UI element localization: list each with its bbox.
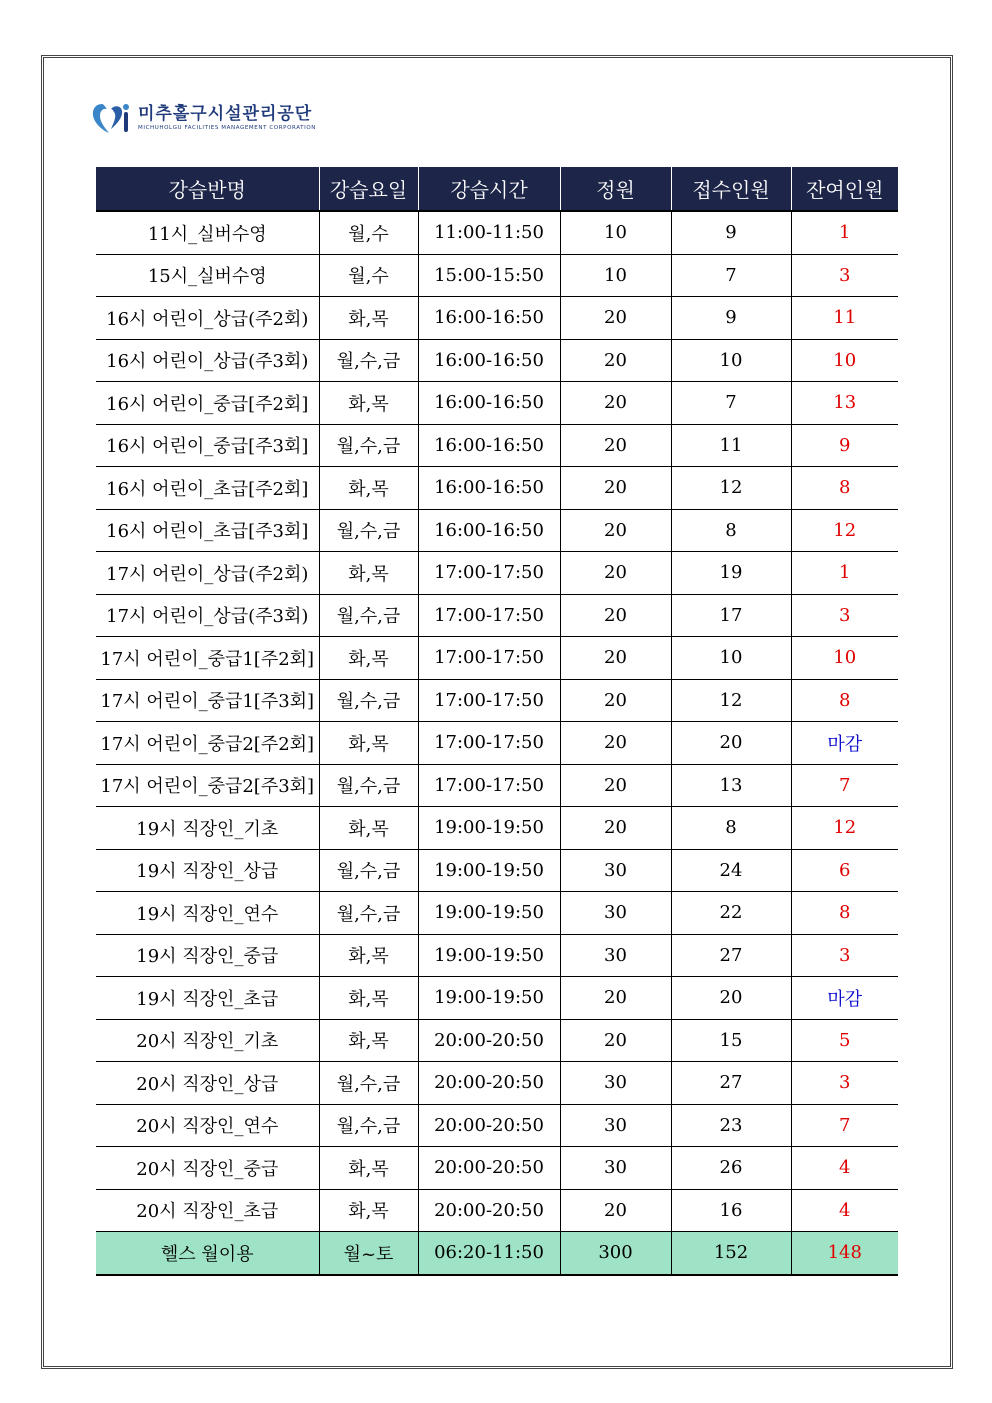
- class-days-cell: 월,수,금: [319, 509, 418, 552]
- class-name-cell: 20시 직장인_상급: [96, 1062, 319, 1105]
- table-row: [96, 807, 898, 850]
- capacity-cell: 10: [560, 254, 671, 297]
- class-time-cell: 06:20-11:50: [418, 1232, 560, 1275]
- capacity-cell: 20: [560, 637, 671, 680]
- class-time-cell: 19:00-19:50: [418, 807, 560, 850]
- table-row: [96, 1019, 898, 1062]
- class-days-cell: 화,목: [319, 1189, 418, 1232]
- table-row: [96, 254, 898, 297]
- class-name-cell: 19시 직장인_기초: [96, 807, 319, 850]
- class-time-cell: 16:00-16:50: [418, 297, 560, 340]
- class-name-cell: 16시 어린이_상급(주3회): [96, 339, 319, 382]
- registered-cell: 10: [671, 339, 791, 382]
- class-name-cell: 19시 직장인_상급: [96, 849, 319, 892]
- table-row: [96, 764, 898, 807]
- remaining-cell: 148: [791, 1232, 898, 1275]
- class-days-cell: 월,수,금: [319, 892, 418, 935]
- class-time-cell: 16:00-16:50: [418, 509, 560, 552]
- registered-cell: 19: [671, 552, 791, 595]
- registered-cell: 24: [671, 849, 791, 892]
- remaining-cell: 1: [791, 552, 898, 595]
- table-row: [96, 509, 898, 552]
- capacity-cell: 20: [560, 382, 671, 425]
- class-time-cell: 20:00-20:50: [418, 1147, 560, 1190]
- table-header-row: [96, 167, 898, 211]
- class-name-cell: 20시 직장인_기초: [96, 1019, 319, 1062]
- class-time-cell: 17:00-17:50: [418, 764, 560, 807]
- registered-cell: 13: [671, 764, 791, 807]
- remaining-cell: 6: [791, 849, 898, 892]
- class-time-cell: 19:00-19:50: [418, 849, 560, 892]
- capacity-cell: 20: [560, 977, 671, 1020]
- table-row: [96, 297, 898, 340]
- class-days-cell: 화,목: [319, 1147, 418, 1190]
- class-days-cell: 월,수,금: [319, 594, 418, 637]
- capacity-cell: 30: [560, 1062, 671, 1105]
- class-name-cell: 20시 직장인_초급: [96, 1189, 319, 1232]
- table-row: [96, 594, 898, 637]
- remaining-cell: 3: [791, 934, 898, 977]
- class-days-cell: 월,수,금: [319, 424, 418, 467]
- remaining-cell: 3: [791, 594, 898, 637]
- registered-cell: 10: [671, 637, 791, 680]
- capacity-cell: 30: [560, 849, 671, 892]
- class-name-cell: 16시 어린이_중급[주3회]: [96, 424, 319, 467]
- class-name-cell: 20시 직장인_중급: [96, 1147, 319, 1190]
- table-row: [96, 211, 898, 254]
- remaining-cell: 8: [791, 679, 898, 722]
- header-class-days: 강습요일: [319, 167, 418, 211]
- registered-cell: 22: [671, 892, 791, 935]
- class-time-cell: 11:00-11:50: [418, 211, 560, 254]
- class-time-cell: 20:00-20:50: [418, 1189, 560, 1232]
- class-days-cell: 화,목: [319, 722, 418, 765]
- class-days-cell: 월,수,금: [319, 339, 418, 382]
- class-time-cell: 19:00-19:50: [418, 892, 560, 935]
- registered-cell: 26: [671, 1147, 791, 1190]
- class-time-cell: 17:00-17:50: [418, 679, 560, 722]
- remaining-cell: 마감: [791, 977, 898, 1020]
- table-total-row: [96, 1232, 898, 1275]
- table-row: [96, 1189, 898, 1232]
- class-days-cell: 화,목: [319, 977, 418, 1020]
- capacity-cell: 20: [560, 1019, 671, 1062]
- table-row: [96, 1104, 898, 1147]
- capacity-cell: 20: [560, 339, 671, 382]
- table-row: [96, 552, 898, 595]
- capacity-cell: 20: [560, 722, 671, 765]
- capacity-cell: 20: [560, 424, 671, 467]
- organization-name-english: MICHUHOLGU FACILITIES MANAGEMENT CORPORATION: [138, 124, 316, 131]
- table-row: [96, 679, 898, 722]
- class-name-cell: 11시_실버수영: [96, 211, 319, 254]
- class-name-cell: 16시 어린이_초급[주3회]: [96, 509, 319, 552]
- registered-cell: 23: [671, 1104, 791, 1147]
- registered-cell: 27: [671, 934, 791, 977]
- class-name-cell: 17시 어린이_중급1[주3회]: [96, 679, 319, 722]
- class-schedule-table: [96, 167, 898, 1276]
- header-class-time: 강습시간: [418, 167, 560, 211]
- class-name-cell: 17시 어린이_중급2[주3회]: [96, 764, 319, 807]
- class-days-cell: 월,수,금: [319, 849, 418, 892]
- corporation-emblem-icon: [90, 100, 132, 136]
- capacity-cell: 20: [560, 764, 671, 807]
- registered-cell: 9: [671, 297, 791, 340]
- header-capacity: 정원: [560, 167, 671, 211]
- capacity-cell: 20: [560, 679, 671, 722]
- organization-name-korean: 미추홀구시설관리공단: [138, 103, 313, 124]
- class-time-cell: 17:00-17:50: [418, 637, 560, 680]
- remaining-cell: 8: [791, 467, 898, 510]
- class-days-cell: 월,수,금: [319, 1062, 418, 1105]
- class-time-cell: 20:00-20:50: [418, 1062, 560, 1105]
- table-row: [96, 1062, 898, 1105]
- class-time-cell: 20:00-20:50: [418, 1104, 560, 1147]
- remaining-cell: 5: [791, 1019, 898, 1062]
- class-time-cell: 17:00-17:50: [418, 594, 560, 637]
- remaining-cell: 4: [791, 1189, 898, 1232]
- registered-cell: 7: [671, 254, 791, 297]
- capacity-cell: 20: [560, 594, 671, 637]
- registered-cell: 8: [671, 807, 791, 850]
- class-days-cell: 월,수,금: [319, 1104, 418, 1147]
- class-name-cell: 16시 어린이_상급(주2회): [96, 297, 319, 340]
- table-row: [96, 339, 898, 382]
- remaining-cell: 마감: [791, 722, 898, 765]
- capacity-cell: 20: [560, 807, 671, 850]
- class-days-cell: 화,목: [319, 637, 418, 680]
- class-days-cell: 화,목: [319, 467, 418, 510]
- class-name-cell: 16시 어린이_초급[주2회]: [96, 467, 319, 510]
- table-row: [96, 977, 898, 1020]
- registered-cell: 15: [671, 1019, 791, 1062]
- remaining-cell: 9: [791, 424, 898, 467]
- capacity-cell: 10: [560, 211, 671, 254]
- remaining-cell: 4: [791, 1147, 898, 1190]
- registered-cell: 27: [671, 1062, 791, 1105]
- class-name-cell: 19시 직장인_중급: [96, 934, 319, 977]
- capacity-cell: 20: [560, 1189, 671, 1232]
- class-days-cell: 월~토: [319, 1232, 418, 1275]
- remaining-cell: 13: [791, 382, 898, 425]
- class-name-cell: 17시 어린이_상급(주2회): [96, 552, 319, 595]
- class-days-cell: 화,목: [319, 934, 418, 977]
- class-days-cell: 화,목: [319, 552, 418, 595]
- capacity-cell: 30: [560, 1104, 671, 1147]
- table-row: [96, 424, 898, 467]
- remaining-cell: 8: [791, 892, 898, 935]
- remaining-cell: 3: [791, 254, 898, 297]
- class-time-cell: 16:00-16:50: [418, 424, 560, 467]
- class-time-cell: 15:00-15:50: [418, 254, 560, 297]
- remaining-cell: 7: [791, 764, 898, 807]
- table-row: [96, 892, 898, 935]
- registered-cell: 20: [671, 977, 791, 1020]
- class-days-cell: 월,수: [319, 211, 418, 254]
- capacity-cell: 30: [560, 1147, 671, 1190]
- class-time-cell: 17:00-17:50: [418, 722, 560, 765]
- table-row: [96, 637, 898, 680]
- registered-cell: 9: [671, 211, 791, 254]
- class-time-cell: 16:00-16:50: [418, 339, 560, 382]
- remaining-cell: 12: [791, 807, 898, 850]
- capacity-cell: 20: [560, 509, 671, 552]
- class-time-cell: 19:00-19:50: [418, 977, 560, 1020]
- remaining-cell: 7: [791, 1104, 898, 1147]
- class-name-cell: 16시 어린이_중급[주2회]: [96, 382, 319, 425]
- class-time-cell: 16:00-16:50: [418, 467, 560, 510]
- registered-cell: 11: [671, 424, 791, 467]
- class-days-cell: 화,목: [319, 297, 418, 340]
- class-time-cell: 16:00-16:50: [418, 382, 560, 425]
- class-name-cell: 17시 어린이_중급2[주2회]: [96, 722, 319, 765]
- class-time-cell: 20:00-20:50: [418, 1019, 560, 1062]
- table-row: [96, 382, 898, 425]
- class-days-cell: 화,목: [319, 1019, 418, 1062]
- registered-cell: 16: [671, 1189, 791, 1232]
- class-name-cell: 17시 어린이_상급(주3회): [96, 594, 319, 637]
- class-time-cell: 19:00-19:50: [418, 934, 560, 977]
- registered-cell: 17: [671, 594, 791, 637]
- class-days-cell: 화,목: [319, 807, 418, 850]
- registered-cell: 12: [671, 679, 791, 722]
- header-class-name: 강습반명: [96, 167, 319, 211]
- table-row: [96, 467, 898, 510]
- header-remaining: 잔여인원: [791, 167, 898, 211]
- table-row: [96, 1147, 898, 1190]
- header-registered: 접수인원: [671, 167, 791, 211]
- remaining-cell: 12: [791, 509, 898, 552]
- class-days-cell: 화,목: [319, 382, 418, 425]
- capacity-cell: 20: [560, 552, 671, 595]
- class-name-cell: 20시 직장인_연수: [96, 1104, 319, 1147]
- remaining-cell: 11: [791, 297, 898, 340]
- capacity-cell: 20: [560, 467, 671, 510]
- class-name-cell: 19시 직장인_초급: [96, 977, 319, 1020]
- capacity-cell: 20: [560, 297, 671, 340]
- capacity-cell: 30: [560, 934, 671, 977]
- capacity-cell: 30: [560, 892, 671, 935]
- table-row: [96, 722, 898, 765]
- class-name-cell: 15시_실버수영: [96, 254, 319, 297]
- class-days-cell: 월,수: [319, 254, 418, 297]
- class-days-cell: 월,수,금: [319, 679, 418, 722]
- registered-cell: 20: [671, 722, 791, 765]
- registered-cell: 12: [671, 467, 791, 510]
- capacity-cell: 300: [560, 1232, 671, 1275]
- class-days-cell: 월,수,금: [319, 764, 418, 807]
- class-name-cell: 19시 직장인_연수: [96, 892, 319, 935]
- organization-logo: [90, 100, 316, 136]
- remaining-cell: 10: [791, 339, 898, 382]
- remaining-cell: 10: [791, 637, 898, 680]
- registered-cell: 152: [671, 1232, 791, 1275]
- registered-cell: 7: [671, 382, 791, 425]
- class-time-cell: 17:00-17:50: [418, 552, 560, 595]
- table-row: [96, 849, 898, 892]
- class-name-cell: 17시 어린이_중급1[주2회]: [96, 637, 319, 680]
- remaining-cell: 3: [791, 1062, 898, 1105]
- registered-cell: 8: [671, 509, 791, 552]
- class-name-cell: 헬스 월이용: [96, 1232, 319, 1275]
- remaining-cell: 1: [791, 211, 898, 254]
- table-row: [96, 934, 898, 977]
